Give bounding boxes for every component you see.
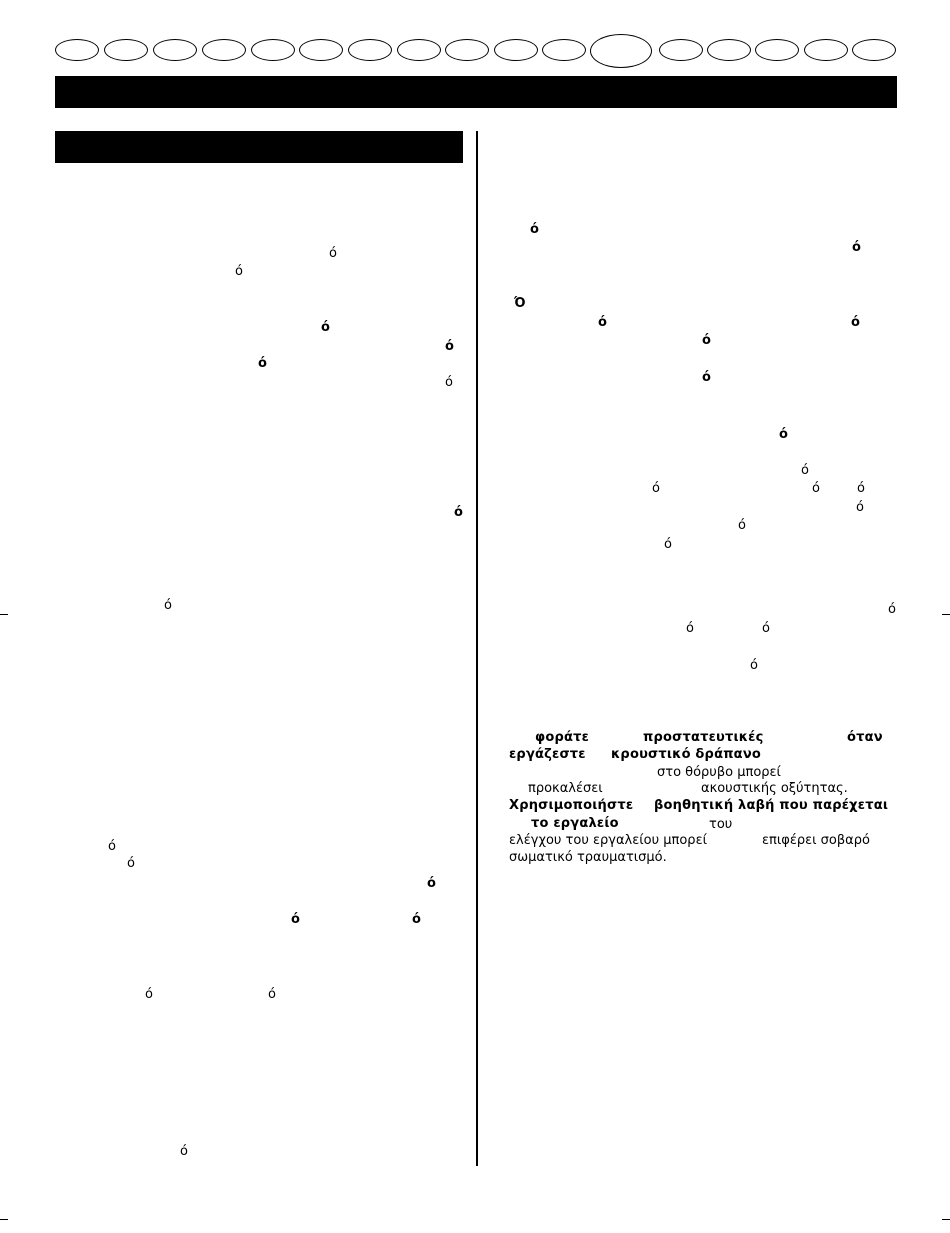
language-tab[interactable] bbox=[445, 39, 489, 61]
accent-glyph: ό bbox=[530, 222, 539, 237]
accent-glyph: ό bbox=[291, 912, 300, 927]
accent-glyph: ό bbox=[762, 621, 770, 636]
crop-mark bbox=[0, 614, 8, 615]
accent-glyph: ό bbox=[652, 481, 660, 496]
crop-mark bbox=[942, 1219, 950, 1220]
language-tab[interactable] bbox=[251, 39, 295, 61]
language-tab[interactable] bbox=[55, 39, 99, 61]
header-bar bbox=[55, 76, 897, 108]
text-fragment: κρουστικό δράπανο bbox=[611, 747, 761, 762]
language-tab[interactable] bbox=[494, 39, 538, 61]
crop-mark bbox=[0, 1219, 8, 1220]
accent-glyph: ό bbox=[145, 987, 153, 1002]
language-tab[interactable] bbox=[397, 39, 441, 61]
accent-glyph: ό bbox=[329, 246, 337, 261]
accent-glyph: ό bbox=[108, 839, 116, 854]
text-fragment: προστατευτικές bbox=[643, 730, 764, 745]
accent-glyph: ό bbox=[801, 463, 809, 478]
language-tab[interactable] bbox=[755, 39, 799, 61]
accent-glyph: ό bbox=[702, 370, 711, 385]
accent-glyph: ό bbox=[888, 602, 896, 617]
accent-glyph: ό bbox=[180, 1144, 188, 1159]
language-tab[interactable] bbox=[542, 39, 586, 61]
text-fragment: επιφέρει σοβαρό bbox=[762, 833, 870, 848]
accent-glyph: ό bbox=[268, 987, 276, 1002]
language-tab[interactable] bbox=[299, 39, 343, 61]
language-tab[interactable] bbox=[104, 39, 148, 61]
text-fragment: σωματικό τραυματισμό. bbox=[509, 850, 667, 865]
accent-glyph: ό bbox=[664, 537, 672, 552]
language-tab[interactable] bbox=[707, 39, 751, 61]
text-fragment: ελέγχου του εργαλείου μπορεί bbox=[509, 833, 707, 848]
accent-glyph: ό bbox=[427, 876, 436, 891]
language-tab[interactable] bbox=[348, 39, 392, 61]
text-fragment: εργάζεστε bbox=[509, 747, 586, 762]
text-fragment: Χρησιμοποιήστε bbox=[509, 798, 634, 813]
accent-glyph: ό bbox=[445, 339, 454, 354]
text-fragment: του bbox=[709, 817, 733, 832]
section-heading-bar bbox=[55, 131, 463, 163]
accent-glyph: ό bbox=[258, 356, 267, 371]
accent-glyph: ό bbox=[702, 333, 711, 348]
accent-glyph: ό bbox=[857, 481, 865, 496]
language-tab[interactable] bbox=[804, 39, 848, 61]
accent-glyph: ό bbox=[812, 481, 820, 496]
accent-glyph: ό bbox=[852, 240, 861, 255]
accent-glyph: ό bbox=[598, 315, 607, 330]
text-fragment: στο θόρυβο μπορεί bbox=[657, 765, 781, 780]
accent-glyph: ό bbox=[779, 427, 788, 442]
crop-mark bbox=[942, 614, 950, 615]
text-fragment: ακουστικής οξύτητας. bbox=[701, 781, 848, 796]
column-divider bbox=[476, 131, 478, 1166]
text-fragment: φοράτε bbox=[535, 730, 590, 745]
accent-glyph: ό bbox=[454, 505, 463, 520]
language-tabs bbox=[55, 37, 897, 69]
accent-glyph: ό bbox=[321, 320, 330, 335]
accent-glyph: ό bbox=[127, 856, 135, 871]
accent-glyph: ό bbox=[856, 500, 864, 515]
language-tab[interactable] bbox=[202, 39, 246, 61]
accent-glyph: ό bbox=[738, 518, 746, 533]
accent-glyph: ό bbox=[851, 315, 860, 330]
text-fragment: το εργαλείο bbox=[531, 816, 619, 831]
accent-glyph: ό bbox=[235, 264, 243, 279]
text-fragment: όταν bbox=[847, 730, 883, 745]
language-tab-active[interactable] bbox=[590, 34, 652, 68]
language-tab[interactable] bbox=[659, 39, 703, 61]
accent-glyph: ό bbox=[164, 598, 172, 613]
language-tab[interactable] bbox=[153, 39, 197, 61]
accent-glyph: ό bbox=[445, 375, 453, 390]
accent-glyph: ό bbox=[750, 658, 758, 673]
accent-glyph: ό bbox=[686, 621, 694, 636]
text-fragment: προκαλέσει bbox=[528, 781, 603, 796]
language-tab[interactable] bbox=[852, 39, 896, 61]
accent-glyph: Ό bbox=[514, 296, 526, 311]
accent-glyph: ό bbox=[412, 912, 421, 927]
text-fragment: βοηθητική λαβή που παρέχεται bbox=[654, 798, 889, 813]
